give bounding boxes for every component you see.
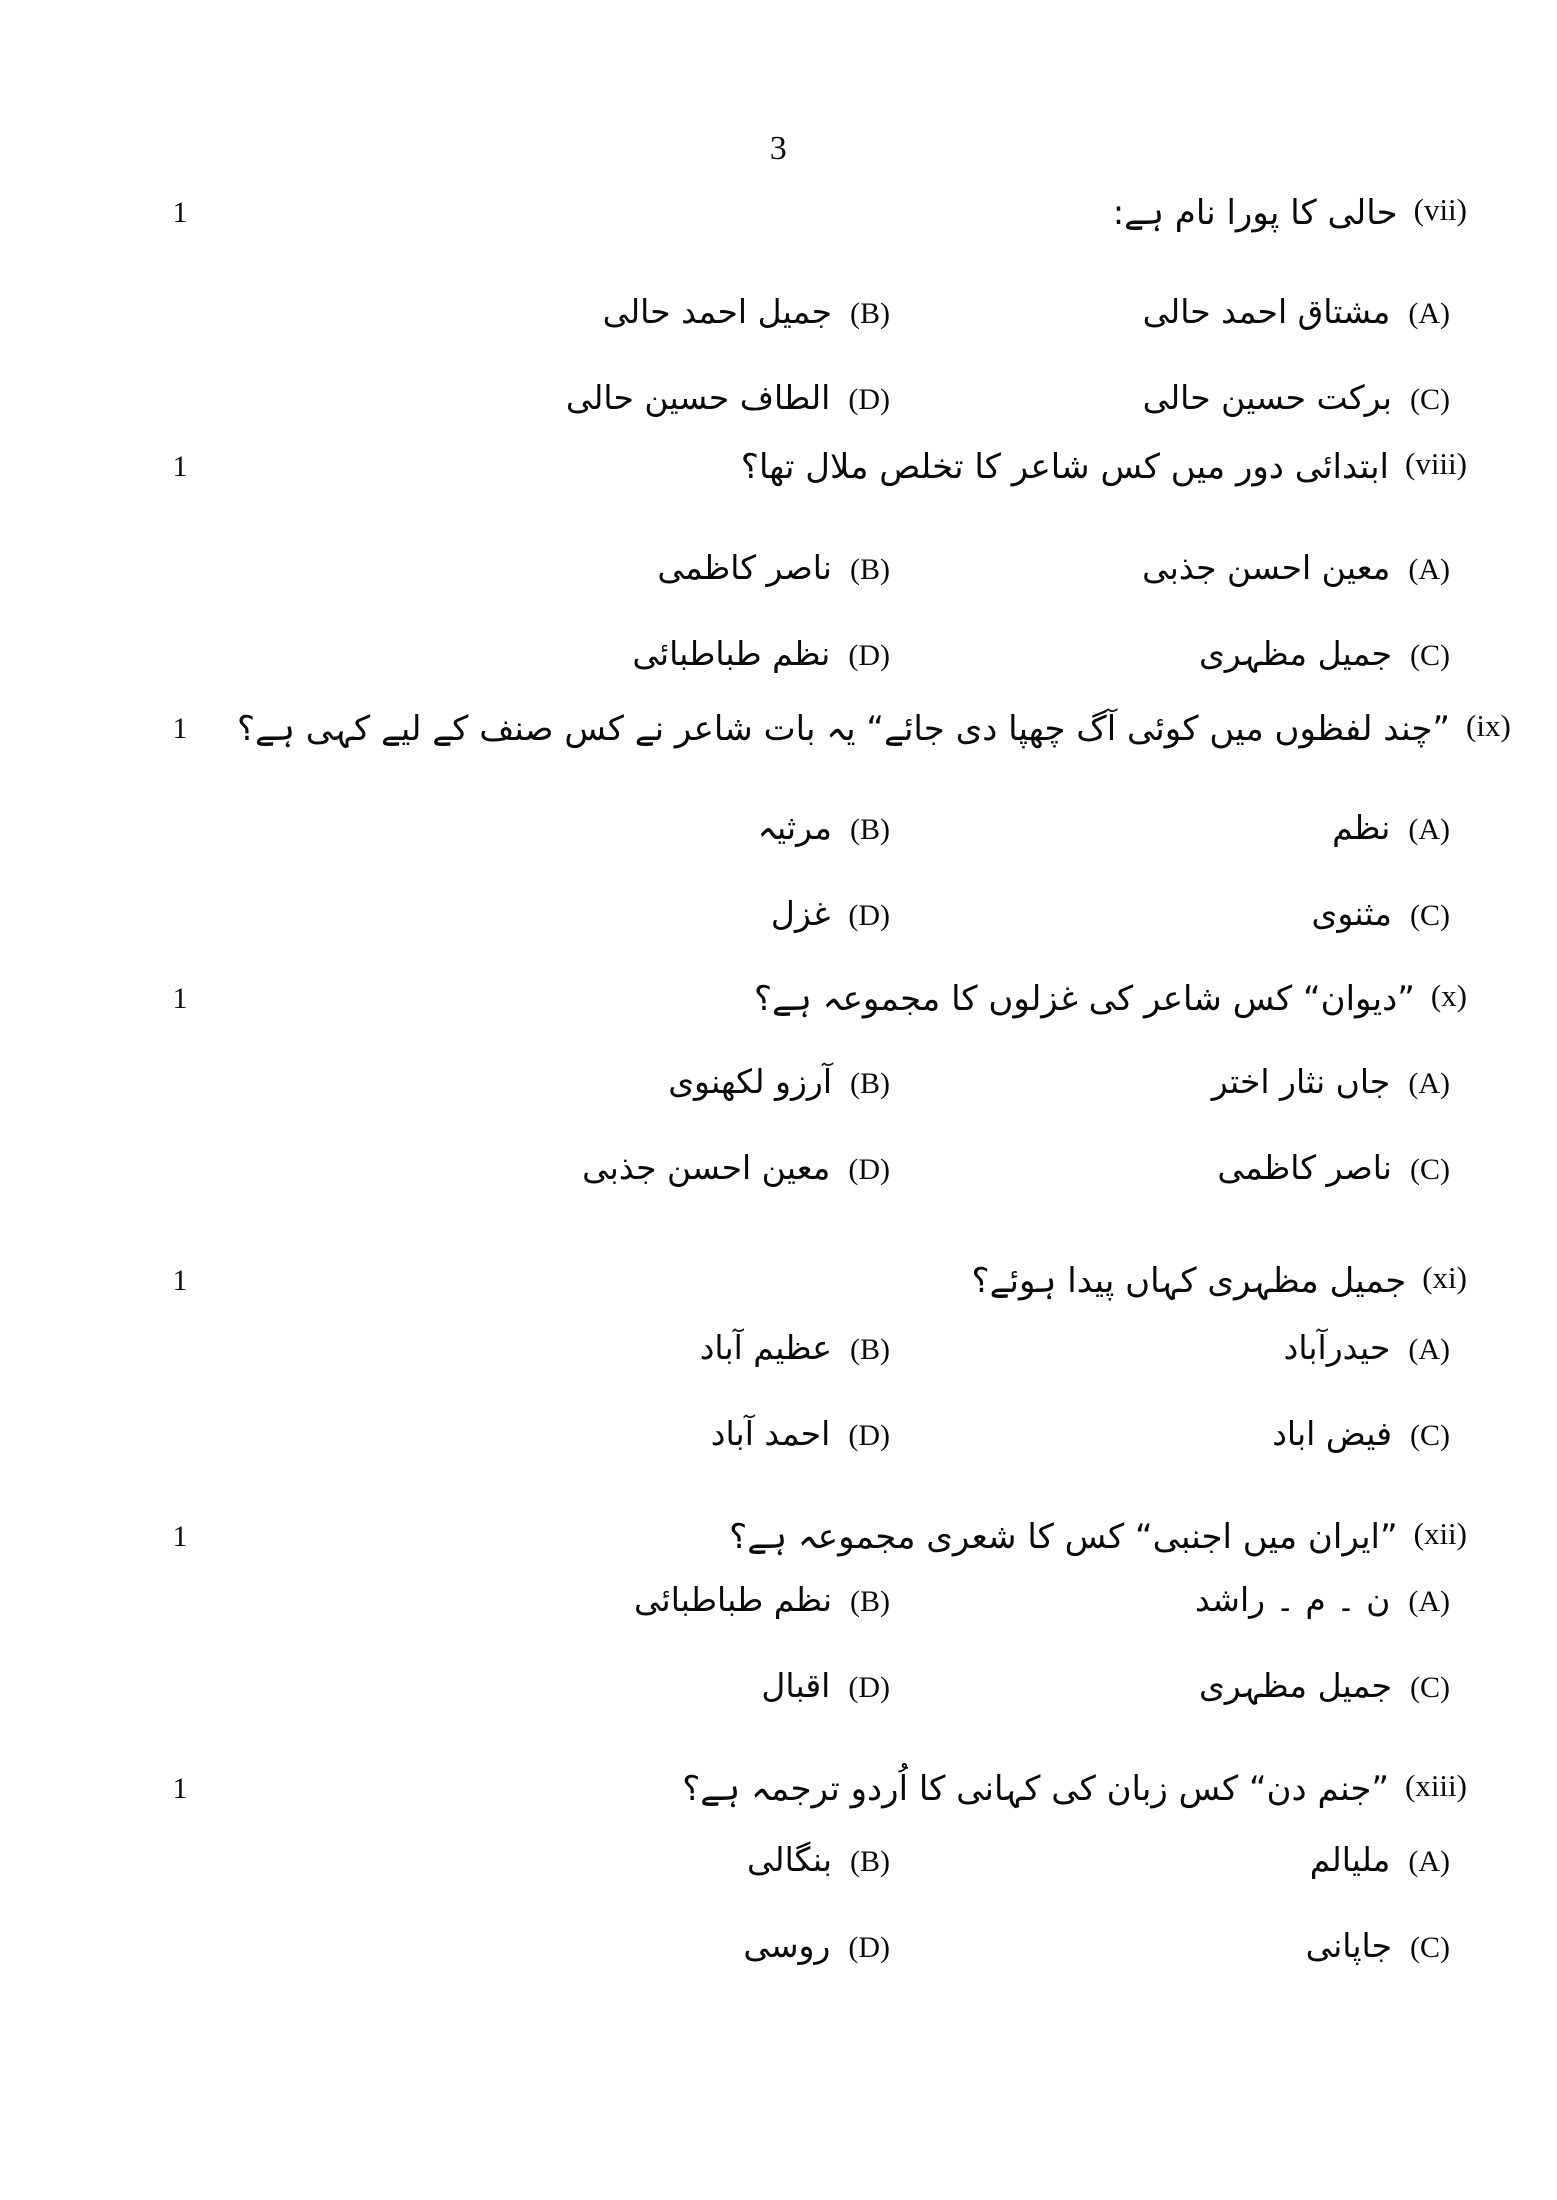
option-label: (C) xyxy=(1410,383,1450,416)
option-label: (D) xyxy=(848,383,890,416)
option-text: جاں نثار اختر xyxy=(1211,1062,1391,1101)
option-text: ناصر کاظمی xyxy=(1217,1148,1392,1187)
option-c[interactable] xyxy=(890,1926,1450,1965)
option-row xyxy=(330,1414,1450,1500)
question-text: ”چند لفظوں میں کوئی آگ چھپا دی جائے“ یہ بات شاعر نے کس صنف کے لیے کہی ہے؟ xyxy=(237,709,1451,749)
option-label: (B) xyxy=(850,1333,890,1366)
option-text: برکت حسین حالی xyxy=(1142,378,1392,417)
option-row xyxy=(330,894,1450,980)
option-b[interactable] xyxy=(370,1328,890,1367)
option-text: غزل xyxy=(770,894,831,933)
option-text: اقبال xyxy=(761,1666,831,1705)
option-row xyxy=(330,548,1450,634)
option-a[interactable] xyxy=(890,1840,1450,1879)
option-a[interactable] xyxy=(890,548,1450,587)
option-text: جاپانی xyxy=(1305,1926,1392,1965)
option-text: معین احسن جذبی xyxy=(582,1148,831,1187)
option-text: ن ۔ م ۔ راشد xyxy=(1194,1580,1391,1619)
option-c[interactable] xyxy=(890,1666,1450,1705)
option-label: (B) xyxy=(850,813,890,846)
option-text: الطاف حسین حالی xyxy=(565,378,831,417)
question-stem xyxy=(1113,188,1467,239)
option-label: (A) xyxy=(1408,297,1450,330)
option-label: (B) xyxy=(850,1585,890,1618)
option-a[interactable] xyxy=(890,1328,1450,1367)
option-label: (A) xyxy=(1408,1585,1450,1618)
question-marks: 1 xyxy=(172,196,188,229)
option-c[interactable] xyxy=(890,378,1450,417)
option-row xyxy=(330,1148,1450,1234)
option-a[interactable] xyxy=(890,1062,1450,1101)
option-row xyxy=(330,1062,1450,1148)
question-text: ”ایران میں اجنبی“ کس کا شعری مجموعہ ہے؟ xyxy=(729,1517,1398,1557)
page-number: 3 xyxy=(769,130,788,167)
option-d[interactable] xyxy=(370,1926,890,1965)
option-label: (B) xyxy=(850,297,890,330)
option-label: (C) xyxy=(1410,1931,1450,1964)
option-d[interactable] xyxy=(370,1148,890,1187)
option-label: (C) xyxy=(1410,1153,1450,1186)
option-label: (A) xyxy=(1408,553,1450,586)
question-marks: 1 xyxy=(172,1264,188,1297)
option-label: (D) xyxy=(848,1931,890,1964)
option-text: آرزو لکھنوی xyxy=(668,1062,832,1101)
option-label: (D) xyxy=(848,1671,890,1704)
question-stem xyxy=(972,1256,1467,1307)
option-row xyxy=(330,808,1450,894)
option-d[interactable] xyxy=(370,634,890,673)
option-text: معین احسن جذبی xyxy=(1142,548,1391,587)
option-text: ناصر کاظمی xyxy=(657,548,832,587)
option-c[interactable] xyxy=(890,1414,1450,1453)
question-text: جمیل مظہری کہاں پیدا ہوئے؟ xyxy=(971,1261,1407,1301)
option-text: احمد آباد xyxy=(710,1414,831,1453)
question-marks: 1 xyxy=(172,982,188,1015)
question-stem xyxy=(741,442,1467,493)
question-text: ابتدائی دور میں کس شاعر کا تخلص ملال تھا؟ xyxy=(740,447,1389,487)
option-b[interactable] xyxy=(370,808,890,847)
option-label: (C) xyxy=(1410,1671,1450,1704)
option-b[interactable] xyxy=(370,1580,890,1619)
option-row xyxy=(330,1666,1450,1752)
option-row xyxy=(330,1580,1450,1666)
option-grid xyxy=(330,1580,1450,1752)
option-a[interactable] xyxy=(890,1580,1450,1619)
option-grid xyxy=(330,808,1450,980)
option-grid xyxy=(330,548,1450,720)
option-d[interactable] xyxy=(370,894,890,933)
option-text: جمیل مظہری xyxy=(1198,1666,1392,1705)
option-label: (B) xyxy=(850,1067,890,1100)
option-text: مشتاق احمد حالی xyxy=(1142,292,1391,331)
question-marks: 1 xyxy=(172,712,188,745)
option-text: روسی xyxy=(743,1926,831,1965)
option-label: (A) xyxy=(1408,813,1450,846)
option-row xyxy=(330,1328,1450,1414)
option-text: نظم طباطبائی xyxy=(632,634,831,673)
question-number: (xii) xyxy=(1413,1516,1467,1551)
option-text: جمیل مظہری xyxy=(1198,634,1392,673)
option-b[interactable] xyxy=(370,548,890,587)
option-b[interactable] xyxy=(370,292,890,331)
option-c[interactable] xyxy=(890,634,1450,673)
question-stem xyxy=(682,1764,1467,1815)
question-marks: 1 xyxy=(172,450,188,483)
option-row xyxy=(330,292,1450,378)
option-d[interactable] xyxy=(370,1414,890,1453)
question-number: (viii) xyxy=(1405,446,1467,481)
option-c[interactable] xyxy=(890,894,1450,933)
option-label: (B) xyxy=(850,1845,890,1878)
option-c[interactable] xyxy=(890,1148,1450,1187)
option-b[interactable] xyxy=(370,1062,890,1101)
question-number: (x) xyxy=(1430,978,1467,1013)
option-label: (D) xyxy=(848,899,890,932)
option-grid xyxy=(330,1328,1450,1500)
question-number: (xi) xyxy=(1422,1260,1467,1295)
option-text: نظم طباطبائی xyxy=(634,1580,832,1619)
question-stem xyxy=(729,1512,1467,1563)
option-text: عظیم آباد xyxy=(699,1328,832,1367)
question-marks: 1 xyxy=(172,1772,188,1805)
option-text: بنگالی xyxy=(747,1840,832,1879)
option-label: (D) xyxy=(848,639,890,672)
question-marks: 1 xyxy=(172,1520,188,1553)
option-d[interactable] xyxy=(370,378,890,417)
question-number: (xiii) xyxy=(1405,1768,1467,1803)
option-text: مرثیہ xyxy=(757,808,832,847)
option-text: جمیل احمد حالی xyxy=(602,292,832,331)
option-a[interactable] xyxy=(890,808,1450,847)
question-text: ”دیوان“ کس شاعر کی غزلوں کا مجموعہ ہے؟ xyxy=(753,979,1415,1019)
option-label: (C) xyxy=(1410,899,1450,932)
option-row xyxy=(330,1926,1450,2012)
option-label: (A) xyxy=(1408,1845,1450,1878)
question-stem xyxy=(754,974,1467,1025)
question-text: حالی کا پورا نام ہے: xyxy=(1112,193,1398,233)
option-label: (C) xyxy=(1410,639,1450,672)
option-text: فیض اباد xyxy=(1272,1414,1392,1453)
option-grid xyxy=(330,292,1450,464)
option-label: (B) xyxy=(850,553,890,586)
question-stem xyxy=(237,704,1511,755)
option-label: (C) xyxy=(1410,1419,1450,1452)
option-label: (A) xyxy=(1408,1333,1450,1366)
option-text: مثنوی xyxy=(1311,894,1392,933)
option-label: (A) xyxy=(1408,1067,1450,1100)
option-grid xyxy=(330,1062,1450,1234)
question-number: (vii) xyxy=(1413,192,1467,227)
option-b[interactable] xyxy=(370,1840,890,1879)
option-label: (D) xyxy=(848,1153,890,1186)
option-text: حیدرآباد xyxy=(1283,1328,1391,1367)
option-a[interactable] xyxy=(890,292,1450,331)
option-text: نظم xyxy=(1332,808,1391,847)
option-label: (D) xyxy=(848,1419,890,1452)
option-grid xyxy=(330,1840,1450,2012)
option-row xyxy=(330,1840,1450,1926)
question-text: ”جنم دن“ کس زبان کی کہانی کا اُردو ترجمہ ہے؟ xyxy=(682,1769,1389,1809)
option-text: ملیالم xyxy=(1309,1840,1391,1879)
question-number: (ix) xyxy=(1466,708,1511,743)
option-d[interactable] xyxy=(370,1666,890,1705)
